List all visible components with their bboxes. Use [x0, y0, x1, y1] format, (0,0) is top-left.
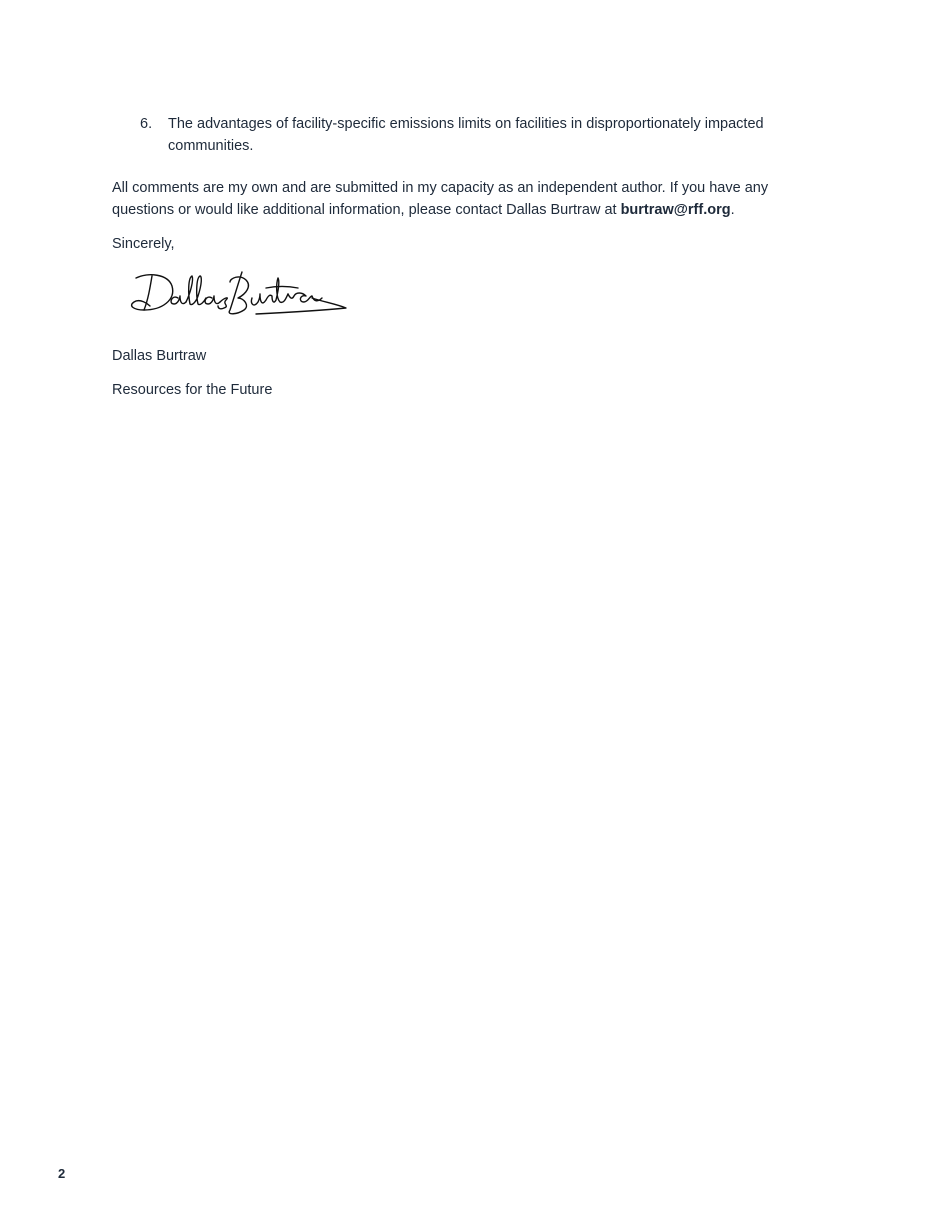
signer-name: Dallas Burtraw — [112, 348, 207, 364]
page-number: 2 — [58, 1166, 66, 1181]
list-item-number: 6. — [140, 116, 153, 132]
comments-text: All comments are my own and are submitted in my capacity as an independent author. If you have any questions or would like additional information, please contact Dallas Burtraw at — [112, 180, 769, 218]
handwritten-signature — [126, 264, 351, 320]
comments-period: . — [730, 202, 735, 218]
contact-email: burtraw@rff.org — [620, 202, 731, 218]
comments-paragraph — [112, 177, 812, 221]
signer-organization: Resources for the Future — [112, 382, 273, 398]
list-item-text: The advantages of facility-specific emissions limits on facilities in disproportionately impacted communities. — [168, 116, 764, 154]
closing-salutation: Sincerely, — [112, 236, 175, 252]
